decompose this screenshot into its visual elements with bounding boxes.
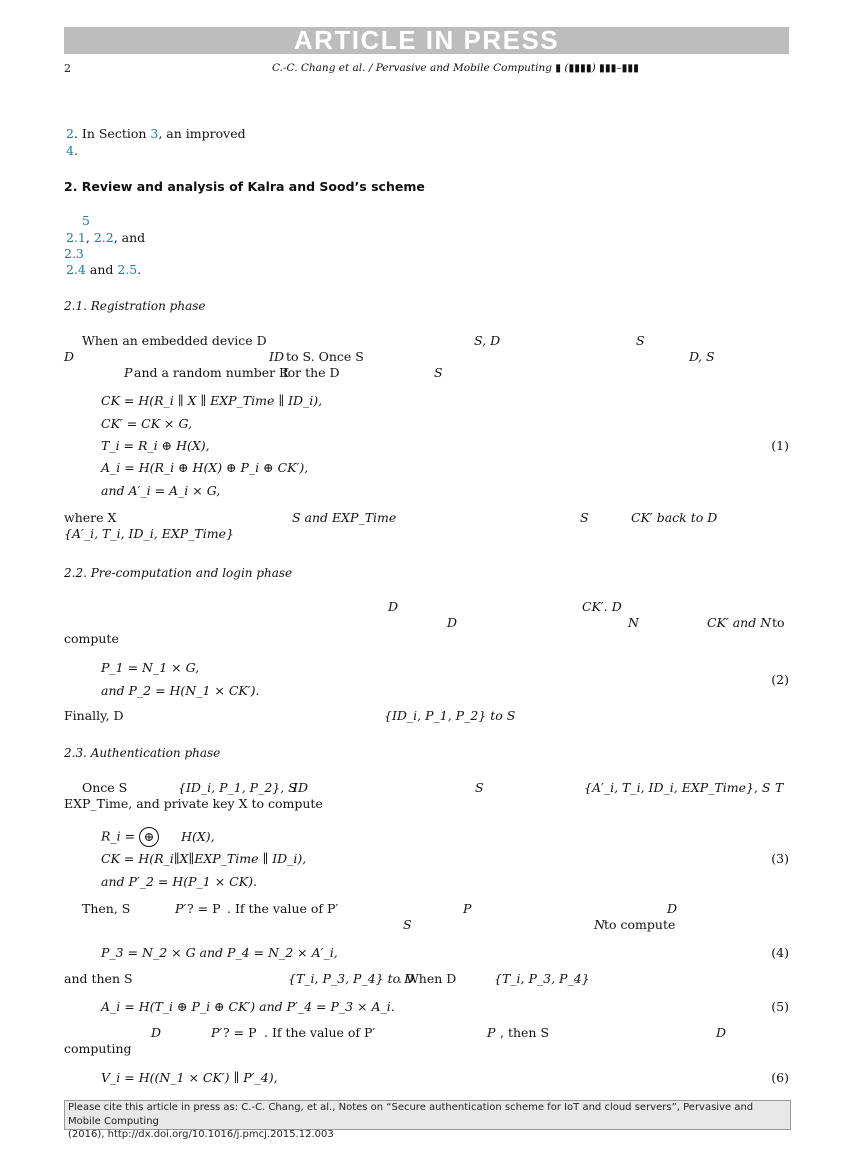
s23-p2-l1-e: P <box>463 901 472 916</box>
s22-p2-b: {ID_i, P_1, P_2} to S <box>384 708 516 723</box>
subsection-2-1-heading: 2.1. Registration phase <box>64 299 206 313</box>
s22-p1-l1-a: D <box>388 599 399 614</box>
section-link-5[interactable]: 5 <box>82 213 90 228</box>
s23-p4-l1-a: D <box>151 1025 162 1040</box>
s22-p1-l3: compute <box>64 631 119 646</box>
equation-2-line-2: and P_2 = H(N_1 × CK′). <box>101 683 260 698</box>
xor-circle-icon: ⊕ <box>139 827 159 847</box>
s21-p1-l1-c: S <box>636 333 645 348</box>
running-head: C.-C. Chang et al. / Pervasive and Mobile Computing ▮ (▮▮▮▮) ▮▮▮–▮▮▮ <box>272 62 639 74</box>
equation-2-line-1: P_1 = N_1 × G, <box>101 660 200 675</box>
s22-p1-l2-d: to <box>772 615 785 630</box>
s21-p1-l3-b: and a random number R <box>134 365 289 380</box>
intro-line-1: 2. In Section 3, an improved <box>66 126 246 141</box>
section-2-para-line-2: 2.1, 2.2, and <box>66 230 146 245</box>
section-2-para-line-4: 2.4 and 2.5. <box>66 262 142 277</box>
s23-p2-l2-c: to compute <box>604 917 676 932</box>
s23-p1-l1-f: T <box>775 780 784 795</box>
s21-p2-l1-c: S <box>580 510 589 525</box>
s23-p2-l1-a: Then, S <box>82 901 131 916</box>
s23-p3-a: and then S <box>64 971 133 986</box>
equation-6: V_i = H((N_1 × CK′) ∥ P′_4), <box>101 1070 278 1085</box>
equation-number-4: (4) <box>771 945 789 960</box>
citation-footer <box>64 1100 791 1140</box>
section-2-para-line-1 <box>82 213 90 228</box>
s23-p2-l1-b: P′ <box>175 901 187 916</box>
s23-p3-b: {T_i, P_3, P_4} to D <box>288 971 415 986</box>
s21-p1-l1-b: S, D <box>474 333 501 348</box>
s22-p1-l2-c: CK′ and N <box>707 615 772 630</box>
s21-p2-l1-d: CK′ back to D <box>631 510 718 525</box>
s23-p1-l1-e: {A′_i, T_i, ID_i, EXP_Time}, S <box>584 780 771 795</box>
equation-3-line-2: CK = H(R_i∥X∥EXP_Time ∥ ID_i), <box>101 851 307 866</box>
s23-p2-l1-d: . If the value of P′ <box>227 901 339 916</box>
equation-1-line-5: and A′_i = A_i × G, <box>101 483 221 498</box>
s22-p1-l1-b: CK′. D <box>582 599 622 614</box>
citation-line-1: Please cite this article in press as: C.-C. Chang, et al., Notes on “Secure authentication scheme for IoT and cloud servers”, Pervasive and Mobile Computing <box>68 1102 754 1127</box>
section-link-2-5[interactable]: 2.5 <box>117 262 138 277</box>
s21-p2-l1-a: where X <box>64 510 117 525</box>
s23-p2-l2-a: S <box>403 917 412 932</box>
equation-3-line-1: R_i = ⊕ H(X), <box>101 827 215 847</box>
equation-1-line-1: CK = H(R_i ∥ X ∥ EXP_Time ∥ ID_i), <box>101 393 323 408</box>
s21-p1-l3-c: for the D <box>283 365 340 380</box>
equation-number-1: (1) <box>771 438 789 453</box>
section-link-4[interactable]: 4 <box>66 143 74 158</box>
section-2-para-line-3 <box>64 246 84 261</box>
s23-p1-l1-a: Once S <box>82 780 128 795</box>
s21-p1-l3-a: P <box>124 365 133 380</box>
section-link-2-2[interactable]: 2.2 <box>93 230 114 245</box>
subsection-2-2-heading: 2.2. Pre-computation and login phase <box>64 566 293 580</box>
s21-p1-l3-d: S <box>434 365 443 380</box>
s23-p3-c: . When D <box>398 971 457 986</box>
s21-p1-l1-a: When an embedded device D <box>82 333 267 348</box>
s21-p2-l1-b: S and EXP_Time <box>292 510 397 525</box>
s23-p4-l1-f: , then S <box>500 1025 550 1040</box>
s23-p4-l2: computing <box>64 1041 132 1056</box>
section-link-3[interactable]: 3 <box>150 126 159 141</box>
equation-number-3: (3) <box>771 851 789 866</box>
s21-p1-l2-b: ID <box>269 349 284 364</box>
s23-p1-l1-d: S <box>475 780 484 795</box>
section-link-2-4[interactable]: 2.4 <box>66 262 86 277</box>
equation-1-line-4: A_i = H(R_i ⊕ H(X) ⊕ P_i ⊕ CK′), <box>101 460 309 475</box>
equation-3-line-3: and P′_2 = H(P_1 × CK). <box>101 874 257 889</box>
section-link-2[interactable]: 2 <box>66 126 74 141</box>
equation-4: P_3 = N_2 × G and P_4 = N_2 × A′_i, <box>101 945 338 960</box>
s21-p1-l2-e: , S <box>698 349 715 364</box>
s23-p4-l1-b: P′ <box>211 1025 223 1040</box>
s22-p2-a: Finally, D <box>64 708 124 723</box>
s23-p4-l1-d: . If the value of P′ <box>264 1025 376 1040</box>
s21-p2-l2: {A′_i, T_i, ID_i, EXP_Time} <box>64 526 234 541</box>
s23-p1-l2: EXP_Time, and private key X to compute <box>64 796 323 811</box>
equation-number-2: (2) <box>771 672 789 687</box>
s22-p1-l2-b: N <box>628 615 639 630</box>
s23-p4-l1-g: D <box>716 1025 727 1040</box>
s22-p1-l2-a: D <box>447 615 458 630</box>
equation-5: A_i = H(T_i ⊕ P_i ⊕ CK′) and P′_4 = P_3 × A_i. <box>101 999 395 1014</box>
section-link-2-1[interactable]: 2.1 <box>66 230 86 245</box>
s21-p1-l2-d: D <box>689 349 700 364</box>
equation-number-6: (6) <box>771 1070 789 1085</box>
equation-number-5: (5) <box>771 999 789 1014</box>
s23-p3-d: {T_i, P_3, P_4} <box>494 971 590 986</box>
citation-line-2[interactable]: (2016), http://dx.doi.org/10.1016/j.pmcj.2015.12.003 <box>68 1129 334 1140</box>
intro-line-2: 4. <box>66 143 78 158</box>
article-in-press-banner: ARTICLE IN PRESS <box>64 27 789 54</box>
s21-p1-l2-a: D <box>64 349 75 364</box>
subsection-2-3-heading: 2.3. Authentication phase <box>64 746 221 760</box>
equation-1-line-2: CK′ = CK × G, <box>101 416 192 431</box>
s23-p2-l2-b: N <box>594 917 605 932</box>
s23-p1-l1-c: ID <box>293 780 308 795</box>
s23-p4-l1-c: ? = P <box>223 1025 257 1040</box>
section-link-2-3[interactable]: 2.3 <box>64 246 84 261</box>
page-number: 2 <box>64 62 71 75</box>
s23-p2-l1-f: D <box>667 901 678 916</box>
equation-1-line-3: T_i = R_i ⊕ H(X), <box>101 438 210 453</box>
section-2-heading: 2. Review and analysis of Kalra and Sood’s scheme <box>64 179 425 194</box>
s21-p1-l2-c: to S. Once S <box>286 349 364 364</box>
s23-p2-l1-c: ? = P <box>187 901 221 916</box>
s23-p4-l1-e: P <box>487 1025 496 1040</box>
s23-p1-l1-b: {ID_i, P_1, P_2}, S <box>178 780 297 795</box>
